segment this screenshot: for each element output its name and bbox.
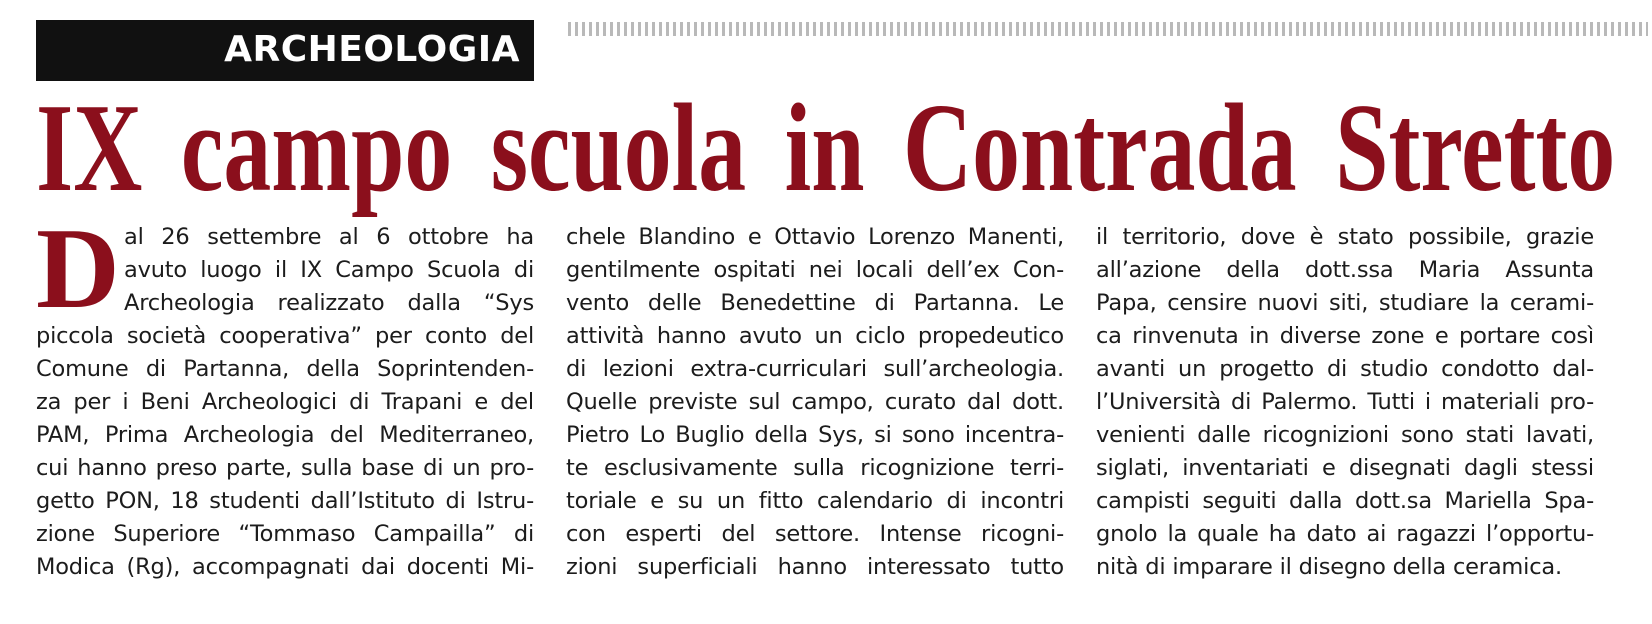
article-line: siglati, inventariati e disegnati dagli stessi xyxy=(1096,455,1594,481)
article-line: al 26 settembre al 6 ottobre ha xyxy=(124,224,534,250)
drop-cap: D xyxy=(36,205,120,333)
article-line: getto PON, 18 studenti dall’Istituto di Istru- xyxy=(36,488,534,514)
article-line: PAM, Prima Archeologia del Mediterraneo, xyxy=(36,422,534,448)
article-line: attività hanno avuto un ciclo propedeutico xyxy=(566,323,1064,349)
article-line: il territorio, dove è stato possibile, grazie xyxy=(1096,224,1594,250)
article-line: all’azione della dott.ssa Maria Assunta xyxy=(1096,257,1594,283)
article-line: nità di imparare il disegno della ceramica. xyxy=(1096,554,1562,580)
article-line: te esclusivamente sulla ricognizione terri- xyxy=(566,455,1064,481)
article-body xyxy=(36,205,1594,601)
article-line: zioni superficiali hanno interessato tutto xyxy=(566,554,1064,580)
article-column-1 xyxy=(36,205,534,601)
article-line: avanti un progetto di studio condotto dal- xyxy=(1096,356,1594,382)
article-line: Modica (Rg), accompagnati dai docenti Mi- xyxy=(36,554,534,580)
article-line: zione Superiore “Tommaso Campailla” di xyxy=(36,521,534,547)
article-line: Quelle previste sul campo, curato dal dott. xyxy=(566,389,1064,415)
article-line: gnolo la quale ha dato ai ragazzi l’opportu- xyxy=(1096,521,1594,547)
article-line: Archeologia realizzato dalla “Sys xyxy=(124,290,534,316)
article-line: piccola società cooperativa” per conto del xyxy=(36,323,534,349)
article-headline: IX campo scuola in Contrada Stretto xyxy=(36,79,1616,218)
article-line: vento delle Benedettine di Partanna. Le xyxy=(566,290,1064,316)
decorative-rule-strip xyxy=(568,22,1648,36)
section-label: ARCHEOLOGIA xyxy=(224,29,520,70)
section-label-box xyxy=(36,20,534,81)
article-line: Papa, censire nuovi siti, studiare la cerami- xyxy=(1096,290,1594,316)
article-column-2 xyxy=(566,221,1064,601)
article-line: di lezioni extra-curriculari sull’archeologia. xyxy=(566,356,1064,382)
article-line: toriale e su un fitto calendario di incontri xyxy=(566,488,1064,514)
article-line: con esperti del settore. Intense ricogni- xyxy=(566,521,1064,547)
article-line: cui hanno preso parte, sulla base di un pro- xyxy=(36,455,534,481)
article-line: Pietro Lo Buglio della Sys, si sono incentra- xyxy=(566,422,1064,448)
article-line: ca rinvenuta in diverse zone e portare così xyxy=(1096,323,1594,349)
article-line: avuto luogo il IX Campo Scuola di xyxy=(124,257,534,283)
article-line: venienti dalle ricognizioni sono stati lavati, xyxy=(1096,422,1594,448)
article-line: za per i Beni Archeologici di Trapani e del xyxy=(36,389,534,415)
article-line: gentilmente ospitati nei locali dell’ex Con- xyxy=(566,257,1064,283)
article-line: chele Blandino e Ottavio Lorenzo Manenti, xyxy=(566,224,1064,250)
article-line: l’Università di Palermo. Tutti i materiali pro- xyxy=(1096,389,1594,415)
article-line: Comune di Partanna, della Soprintenden- xyxy=(36,356,534,382)
article-line: campisti seguiti dalla dott.sa Mariella Spa- xyxy=(1096,488,1594,514)
article-column-3 xyxy=(1096,221,1594,601)
